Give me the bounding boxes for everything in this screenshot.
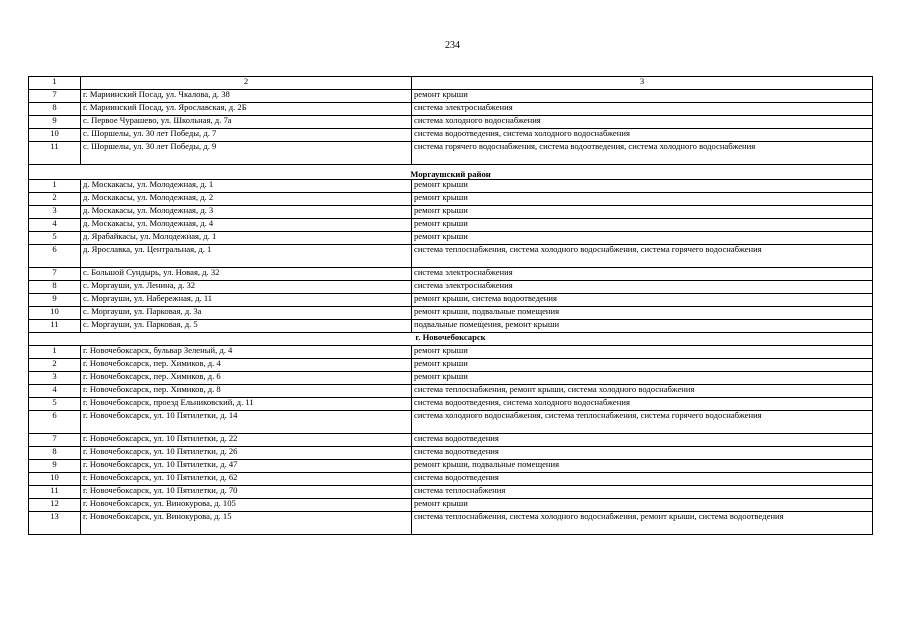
row-works: ремонт крыши bbox=[412, 346, 873, 359]
row-number: 7 bbox=[29, 434, 81, 447]
row-works: ремонт крыши bbox=[412, 232, 873, 245]
row-works: система холодного водоснабжения bbox=[412, 116, 873, 129]
row-number: 1 bbox=[29, 180, 81, 193]
row-works: ремонт крыши, подвальные помещения bbox=[412, 460, 873, 473]
row-works: система теплоснабжения bbox=[412, 486, 873, 499]
row-works: система водоотведения, система холодного водоснабжения bbox=[412, 129, 873, 142]
row-address: с. Большой Сундырь, ул. Новая, д. 32 bbox=[81, 268, 412, 281]
row-address: д. Москакасы, ул. Молодежная, д. 2 bbox=[81, 193, 412, 206]
row-address: г. Новочебоксарск, ул. 10 Пятилетки, д. 14 bbox=[81, 411, 412, 434]
table-row bbox=[29, 411, 873, 434]
table-row bbox=[29, 129, 873, 142]
table-row bbox=[29, 398, 873, 411]
row-address: г. Мариинский Посад, ул. Чкалова, д. 38 bbox=[81, 90, 412, 103]
table-row bbox=[29, 245, 873, 268]
table-row bbox=[29, 486, 873, 499]
row-number: 11 bbox=[29, 486, 81, 499]
row-works: ремонт крыши bbox=[412, 372, 873, 385]
row-number: 2 bbox=[29, 359, 81, 372]
row-number: 6 bbox=[29, 411, 81, 434]
row-address: г. Новочебоксарск, ул. 10 Пятилетки, д. 22 bbox=[81, 434, 412, 447]
row-works: ремонт крыши bbox=[412, 206, 873, 219]
works-table bbox=[28, 76, 873, 535]
row-number: 5 bbox=[29, 398, 81, 411]
row-address: г. Новочебоксарск, ул. 10 Пятилетки, д. 47 bbox=[81, 460, 412, 473]
row-number: 8 bbox=[29, 447, 81, 460]
table-row bbox=[29, 320, 873, 333]
table-row bbox=[29, 281, 873, 294]
row-address: г. Новочебоксарск, пер. Химиков, д. 6 bbox=[81, 372, 412, 385]
row-number: 1 bbox=[29, 346, 81, 359]
row-address: г. Новочебоксарск, ул. 10 Пятилетки, д. 70 bbox=[81, 486, 412, 499]
row-number: 9 bbox=[29, 116, 81, 129]
header-cell-works: 3 bbox=[412, 77, 873, 90]
row-address: г. Новочебоксарск, ул. Винокурова, д. 105 bbox=[81, 499, 412, 512]
row-number: 5 bbox=[29, 232, 81, 245]
row-works: система водоотведения bbox=[412, 434, 873, 447]
row-address: д. Москакасы, ул. Молодежная, д. 4 bbox=[81, 219, 412, 232]
row-address: г. Мариинский Посад, ул. Ярославская, д. 2Б bbox=[81, 103, 412, 116]
row-address: г. Новочебоксарск, пер. Химиков, д. 4 bbox=[81, 359, 412, 372]
row-works: подвальные помещения, ремонт крыши bbox=[412, 320, 873, 333]
row-address: с. Первое Чурашево, ул. Школьная, д. 7а bbox=[81, 116, 412, 129]
row-works: система электроснабжения bbox=[412, 268, 873, 281]
row-works: система электроснабжения bbox=[412, 103, 873, 116]
row-works: система горячего водоснабжения, система водоотведения, система холодного водоснабжения bbox=[412, 142, 873, 165]
row-works: система электроснабжения bbox=[412, 281, 873, 294]
table-row bbox=[29, 512, 873, 535]
row-address: г. Новочебоксарск, бульвар Зеленый, д. 4 bbox=[81, 346, 412, 359]
table-row bbox=[29, 219, 873, 232]
row-works: система водоотведения, система холодного водоснабжения bbox=[412, 398, 873, 411]
row-number: 9 bbox=[29, 294, 81, 307]
row-address: г. Новочебоксарск, пер. Химиков, д. 8 bbox=[81, 385, 412, 398]
table-row bbox=[29, 116, 873, 129]
row-number: 2 bbox=[29, 193, 81, 206]
header-cell-address: 2 bbox=[81, 77, 412, 90]
page-number: 234 bbox=[445, 40, 460, 51]
table-row bbox=[29, 90, 873, 103]
table-row bbox=[29, 473, 873, 486]
table-row bbox=[29, 103, 873, 116]
row-works: система теплоснабжения, система холодного водоснабжения, ремонт крыши, система водоотведения bbox=[412, 512, 873, 535]
row-address: с. Моргауши, ул. Набережная, д. 11 bbox=[81, 294, 412, 307]
table-row bbox=[29, 193, 873, 206]
row-address: с. Моргауши, ул. Ленина, д. 32 bbox=[81, 281, 412, 294]
row-address: г. Новочебоксарск, ул. Винокурова, д. 15 bbox=[81, 512, 412, 535]
row-address: г. Новочебоксарск, ул. 10 Пятилетки, д. 26 bbox=[81, 447, 412, 460]
row-number: 11 bbox=[29, 320, 81, 333]
row-address: д. Ярославка, ул. Центральная, д. 1 bbox=[81, 245, 412, 268]
row-number: 9 bbox=[29, 460, 81, 473]
table-row bbox=[29, 232, 873, 245]
row-works: система теплоснабжения, ремонт крыши, система холодного водоснабжения bbox=[412, 385, 873, 398]
header-row bbox=[29, 77, 873, 90]
row-number: 12 bbox=[29, 499, 81, 512]
row-number: 10 bbox=[29, 307, 81, 320]
row-works: ремонт крыши bbox=[412, 219, 873, 232]
section-title: Моргаушский район bbox=[29, 165, 873, 180]
row-number: 3 bbox=[29, 206, 81, 219]
row-address: с. Моргауши, ул. Парковая, д. 5 bbox=[81, 320, 412, 333]
row-number: 10 bbox=[29, 129, 81, 142]
table-row bbox=[29, 499, 873, 512]
row-number: 4 bbox=[29, 219, 81, 232]
row-number: 7 bbox=[29, 268, 81, 281]
row-works: система теплоснабжения, система холодного водоснабжения, система горячего водоснабжения bbox=[412, 245, 873, 268]
table-row bbox=[29, 307, 873, 320]
row-works: ремонт крыши bbox=[412, 499, 873, 512]
row-address: д. Москакасы, ул. Молодежная, д. 3 bbox=[81, 206, 412, 219]
table-row bbox=[29, 294, 873, 307]
row-address: д. Ярабайкасы, ул. Молодежная, д. 1 bbox=[81, 232, 412, 245]
row-works: система холодного водоснабжения, система теплоснабжения, система горячего водоснабжения bbox=[412, 411, 873, 434]
row-address: г. Новочебоксарск, ул. 10 Пятилетки, д. 62 bbox=[81, 473, 412, 486]
row-number: 7 bbox=[29, 90, 81, 103]
row-address: д. Москакасы, ул. Молодежная, д. 1 bbox=[81, 180, 412, 193]
row-number: 11 bbox=[29, 142, 81, 165]
row-works: ремонт крыши bbox=[412, 180, 873, 193]
row-address: с. Шоршелы, ул. 30 лет Победы, д. 9 bbox=[81, 142, 412, 165]
table-row bbox=[29, 346, 873, 359]
table-body bbox=[29, 77, 873, 535]
row-address: с. Шоршелы, ул. 30 лет Победы, д. 7 bbox=[81, 129, 412, 142]
row-works: система водоотведения bbox=[412, 473, 873, 486]
row-number: 3 bbox=[29, 372, 81, 385]
row-number: 8 bbox=[29, 281, 81, 294]
row-works: ремонт крыши bbox=[412, 90, 873, 103]
row-number: 6 bbox=[29, 245, 81, 268]
table-row bbox=[29, 372, 873, 385]
table-row bbox=[29, 359, 873, 372]
table-row bbox=[29, 180, 873, 193]
row-works: ремонт крыши, подвальные помещения bbox=[412, 307, 873, 320]
section-title: г. Новочебоксарск bbox=[29, 333, 873, 346]
section-header-row bbox=[29, 333, 873, 346]
table-row bbox=[29, 206, 873, 219]
row-address: с. Моргауши, ул. Парковая, д. 3а bbox=[81, 307, 412, 320]
row-works: ремонт крыши, система водоотведения bbox=[412, 294, 873, 307]
row-works: система водоотведения bbox=[412, 447, 873, 460]
table-row bbox=[29, 268, 873, 281]
row-works: ремонт крыши bbox=[412, 193, 873, 206]
row-number: 10 bbox=[29, 473, 81, 486]
row-number: 13 bbox=[29, 512, 81, 535]
table-row bbox=[29, 142, 873, 165]
table-row bbox=[29, 385, 873, 398]
row-address: г. Новочебоксарск, проезд Ельниковский, д. 11 bbox=[81, 398, 412, 411]
header-cell-number: 1 bbox=[29, 77, 81, 90]
table-row bbox=[29, 447, 873, 460]
section-header-row bbox=[29, 165, 873, 180]
row-number: 4 bbox=[29, 385, 81, 398]
table-row bbox=[29, 434, 873, 447]
row-number: 8 bbox=[29, 103, 81, 116]
table-row bbox=[29, 460, 873, 473]
row-works: ремонт крыши bbox=[412, 359, 873, 372]
